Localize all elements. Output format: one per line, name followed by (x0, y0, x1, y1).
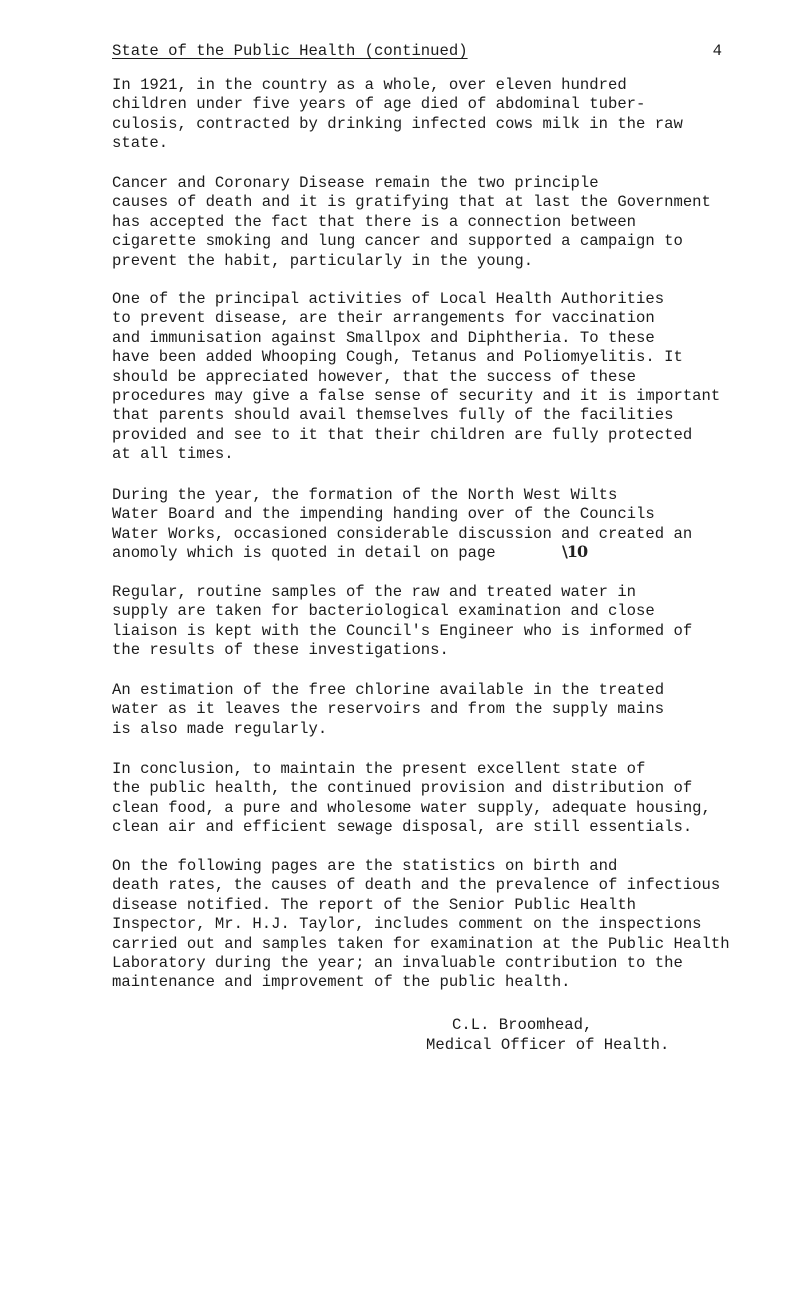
paragraph-water-board: During the year, the formation of the North West Wilts Water Board and the impending handing over of the Councils Water Works, occasioned considerable discussion and created an anomoly which is quoted in detail on page (112, 486, 693, 563)
paragraph-tuberculosis: In 1921, in the country as a whole, over eleven hundred children under five years of age died of abdominal tuber- culosis, contracted by drinking infected cows milk in the raw state. (112, 76, 683, 153)
paragraph-chlorine: An estimation of the free chlorine available in the treated water as it leaves the reservoirs and from the supply mains is also made regularly. (112, 681, 665, 738)
paragraph-conclusion: In conclusion, to maintain the present excellent state of the public health, the continued provision and distribution of clean food, a pure and wholesome water supply, adequate housing, clean air and efficient sewage disposal, are still essentials. (112, 760, 711, 837)
signature-title: Medical Officer of Health. (426, 1036, 670, 1054)
paragraph-cancer: Cancer and Coronary Disease remain the two principle causes of death and it is gratifying that at last the Government has accepted the fact that there is a connection between cigarette smoking and lung cancer and supported a campaign to prevent the habit, particularly in the young. (112, 174, 711, 270)
paragraph-vaccination: One of the principal activities of Local Health Authorities to prevent disease, are their arrangements for vaccination and immunisation against Smallpox and Diphtheria. To these have been added Whooping Cough, Tetanus and Poliomyelitis. It should be appreciated however, that the success of these procedures may give a false sense of security and it is important that parents should avail themselves fully of the facilities provided and see to it that their children are fully protected at all times. (112, 290, 721, 464)
paragraph-water-samples: Regular, routine samples of the raw and treated water in supply are taken for bacteriological examination and close liaison is kept with the Council's Engineer who is informed of the results of these investigations. (112, 583, 693, 660)
page-header (112, 42, 722, 64)
page-title: State of the Public Health (continued) (112, 42, 468, 60)
handwritten-page-reference: \10 (562, 542, 588, 561)
page-number: 4 (712, 42, 722, 60)
tick-mark-icon: \ (562, 542, 567, 561)
signature-name: C.L. Broomhead, (452, 1016, 593, 1034)
paragraph-statistics: On the following pages are the statistics on birth and death rates, the causes of death and the prevalence of infectious disease notified. The report of the Senior Public Health Inspector, Mr. H.J. Taylor, includes comment on the inspections carried out and samples taken for examination at the Public Health Laboratory during the year; an invaluable contribution to the maintenance and improvement of the public health. (112, 857, 730, 992)
